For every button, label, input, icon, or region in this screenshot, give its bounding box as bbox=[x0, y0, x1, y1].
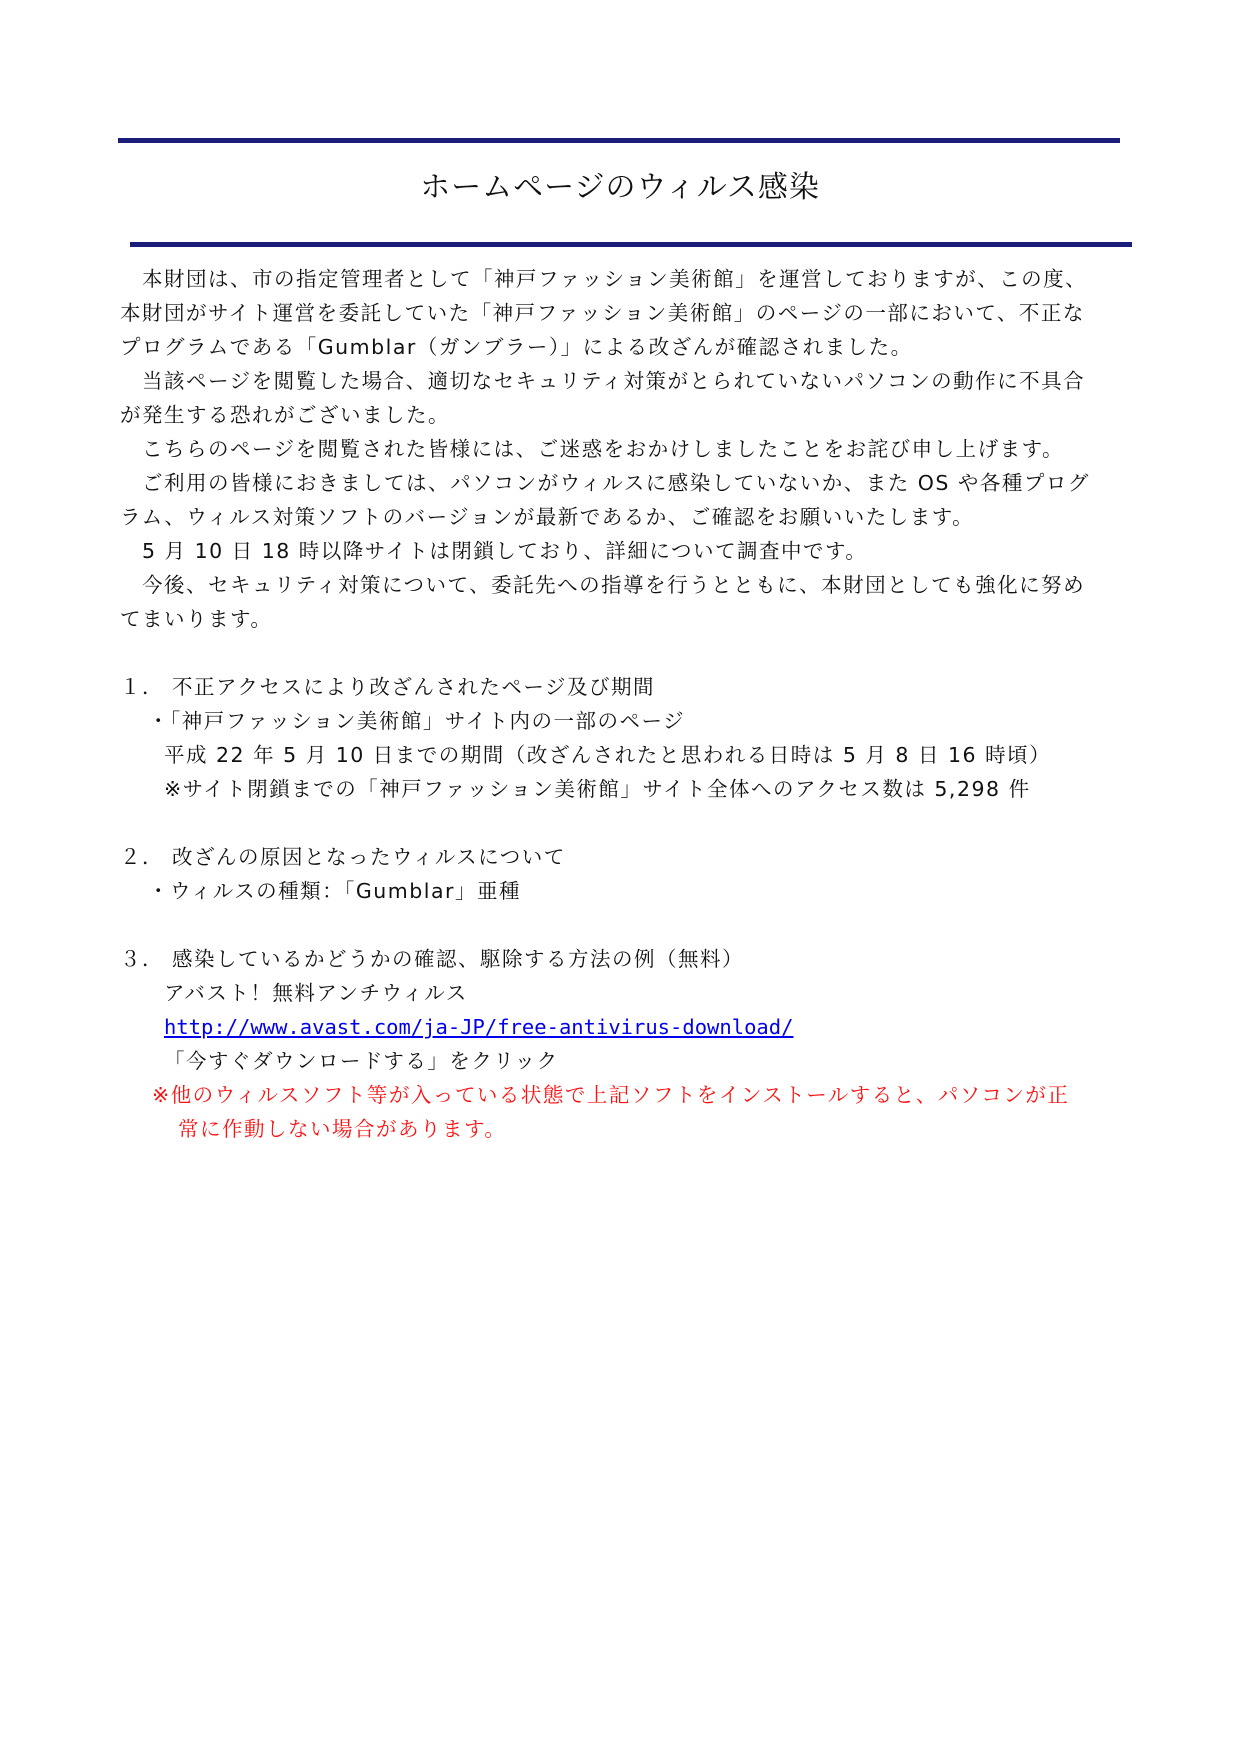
paragraph-line: 本財団は、市の指定管理者として「神戸ファッション美術館」を運営しておりますが、この度、 bbox=[142, 267, 1088, 291]
spacer bbox=[120, 908, 1130, 942]
document-body bbox=[120, 262, 1130, 1146]
section-2-item: ・ウィルスの種類：「Gumblar」亜種 bbox=[148, 879, 521, 903]
section-1-note: ※サイト閉鎖までの「神戸ファッション美術館」サイト全体へのアクセス数は 5,298 件 bbox=[164, 777, 1031, 801]
warning-line: ※他のウィルスソフト等が入っている状態で上記ソフトをインストールすると、パソコンが正 bbox=[152, 1083, 1070, 1107]
paragraph-line: プログラムである「Gumblar（ガンブラー）」による改ざんが確認されました。 bbox=[120, 335, 913, 359]
section-1-item: ・「神戸ファッション美術館」サイト内の一部のページ bbox=[148, 709, 686, 733]
section-3-heading: ３． 感染しているかどうかの確認、駆除する方法の例（無料） bbox=[120, 947, 745, 971]
bottom-rule bbox=[130, 242, 1132, 247]
warning-line: 常に作動しない場合があります。 bbox=[178, 1117, 507, 1141]
paragraph-line: こちらのページを閲覧された皆様には、ご迷惑をおかけしましたことをお詫び申し上げます。 bbox=[142, 437, 1064, 461]
section-2-heading: ２． 改ざんの原因となったウィルスについて bbox=[120, 845, 566, 869]
top-rule bbox=[118, 138, 1120, 143]
section-1-heading: １． 不正アクセスにより改ざんされたページ及び期間 bbox=[120, 675, 655, 699]
page-title: ホームページのウィルス感染 bbox=[420, 170, 820, 205]
paragraph-line: 今後、セキュリティ対策について、委託先への指導を行うとともに、本財団としても強化に努め bbox=[142, 573, 1086, 597]
paragraph-line: ご利用の皆様におきましては、パソコンがウィルスに感染していないか、また OS や各種プログ bbox=[142, 471, 1090, 495]
download-instruction: 「今すぐダウンロードする」をクリック bbox=[164, 1049, 559, 1073]
paragraph-line: ラム、ウィルス対策ソフトのバージョンが最新であるか、ご確認をお願いいたします。 bbox=[120, 505, 975, 529]
spacer bbox=[120, 636, 1130, 670]
antivirus-name: アバスト！無料アンチウィルス bbox=[164, 981, 468, 1005]
paragraph-line: が発生する恐れがございました。 bbox=[120, 403, 450, 427]
paragraph-line: てまいります。 bbox=[120, 607, 273, 631]
spacer bbox=[120, 806, 1130, 840]
section-1-period: 平成 22 年 5 月 10 日までの期間（改ざんされたと思われる日時は 5 月 8 日 16 時頃） bbox=[164, 743, 1052, 767]
download-link[interactable]: http://www.avast.com/ja-JP/free-antivirus-download/ bbox=[164, 1015, 794, 1039]
paragraph-line: 5 月 10 日 18 時以降サイトは閉鎖しており、詳細について調査中です。 bbox=[142, 539, 868, 563]
paragraph-line: 当該ページを閲覧した場合、適切なセキュリティ対策がとられていないパソコンの動作に不具合 bbox=[142, 369, 1086, 393]
paragraph-line: 本財団がサイト運営を委託していた「神戸ファッション美術館」のページの一部において、不正な bbox=[120, 301, 1085, 325]
